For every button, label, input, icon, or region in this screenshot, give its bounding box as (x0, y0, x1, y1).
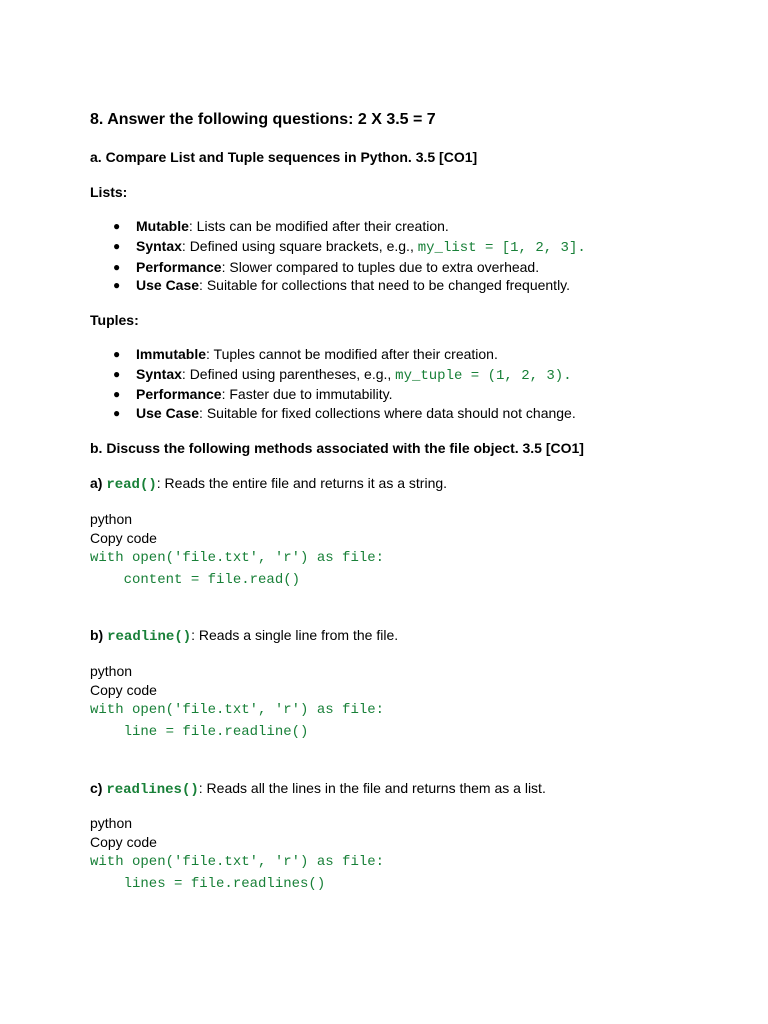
item-term: Performance (136, 259, 222, 275)
item-text: : Suitable for collections that need to be changed frequently. (199, 277, 571, 293)
bullet-icon: ● (113, 260, 121, 274)
item-term: Syntax (136, 366, 182, 382)
method-name: readline() (107, 629, 192, 645)
item-text: : Defined using parentheses, e.g., (181, 366, 396, 382)
item-text: : Defined using square brackets, e.g., (181, 238, 418, 254)
copy-code-button[interactable]: Copy code (90, 530, 157, 546)
item-term: Use Case (136, 277, 200, 293)
code-line: with open('file.txt', 'r') as file: (90, 550, 385, 566)
inline-code: my_tuple = (1, 2, 3) (395, 368, 564, 384)
method-description: : Reads a single line from the file. (191, 627, 399, 643)
inline-code: my_list = [1, 2, 3] (417, 240, 578, 256)
item-text: : Slower compared to tuples due to extra overhead. (221, 259, 540, 275)
item-text: : Suitable for fixed collections where data should not change. (199, 405, 576, 421)
tuples-heading: Tuples: (90, 312, 139, 328)
bullet-icon: ● (113, 387, 121, 401)
bullet-icon: ● (113, 347, 121, 361)
bullet-icon: ● (113, 219, 121, 233)
copy-code-button[interactable]: Copy code (90, 682, 157, 698)
item-text: : Tuples cannot be modified after their creation. (206, 346, 498, 362)
bullet-icon: ● (113, 406, 121, 420)
copy-code-button[interactable]: Copy code (90, 834, 157, 850)
item-term: Performance (136, 386, 222, 402)
bullet-icon: ● (113, 278, 121, 292)
part-a-heading: a. Compare List and Tuple sequences in Python. 3.5 [CO1] (90, 149, 478, 165)
code-line: content = file.read() (90, 572, 301, 588)
method-heading (90, 626, 398, 646)
item-tail: . (563, 368, 572, 384)
method-heading (90, 779, 546, 799)
lists-heading: Lists: (90, 184, 128, 200)
method-heading (90, 474, 447, 494)
method-description: : Reads all the lines in the file and returns them as a list. (198, 780, 546, 796)
code-line: lines = file.readlines() (90, 876, 326, 892)
bullet-icon: ● (113, 367, 121, 381)
method-prefix: c) (90, 780, 103, 796)
code-language-label: python (90, 815, 133, 831)
part-b-heading: b. Discuss the following methods associated with the file object. 3.5 [CO1] (90, 440, 584, 456)
item-text: : Lists can be modified after their creation. (188, 218, 449, 234)
item-term: Mutable (136, 218, 189, 234)
code-line: with open('file.txt', 'r') as file: (90, 702, 385, 718)
item-text: : Faster due to immutability. (221, 386, 393, 402)
method-name: read() (106, 477, 157, 493)
code-language-label: python (90, 511, 133, 527)
item-term: Use Case (136, 405, 200, 421)
code-line: with open('file.txt', 'r') as file: (90, 854, 385, 870)
bullet-icon: ● (113, 239, 121, 253)
question-title: 8. Answer the following questions: 2 X 3.5 = 7 (90, 111, 436, 128)
method-prefix: b) (90, 627, 104, 643)
item-tail: . (577, 240, 586, 256)
method-description: : Reads the entire file and returns it as a string. (156, 475, 448, 491)
item-term: Immutable (136, 346, 207, 362)
method-name: readlines() (106, 782, 199, 798)
method-prefix: a) (90, 475, 103, 491)
code-language-label: python (90, 663, 133, 679)
code-line: line = file.readline() (90, 724, 309, 740)
item-term: Syntax (136, 238, 182, 254)
